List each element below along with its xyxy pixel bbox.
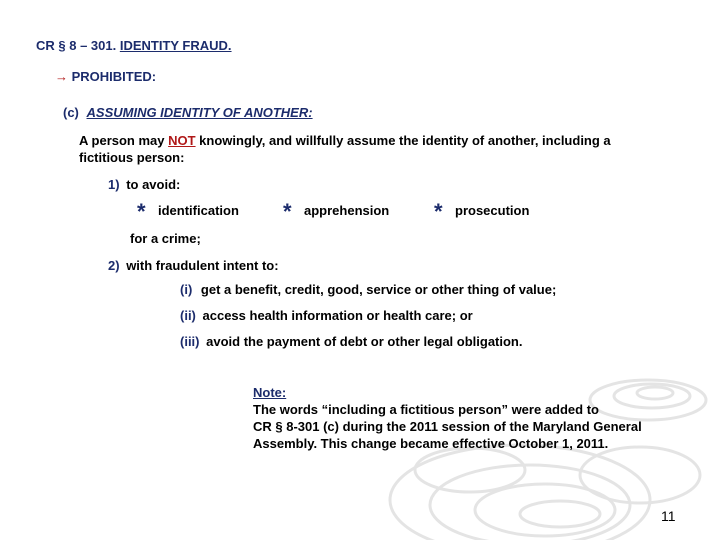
note-heading: Note:: [253, 385, 287, 400]
prohibited-heading: [55, 69, 156, 84]
subitem-i-text: get a benefit, credit, good, service or other thing of value;: [200, 282, 557, 297]
subitem-i-numeral: (i): [180, 282, 193, 297]
note-line-2: CR § 8-301 (c) during the 2011 session of the Maryland General: [253, 419, 642, 434]
bullet-prosecution: prosecution: [455, 203, 530, 218]
subitem-ii-numeral: (ii): [180, 308, 196, 323]
intro-part2: knowingly, and willfully assume the identity of another, including a: [195, 133, 611, 148]
bullet-identification: identification: [158, 203, 239, 218]
intro-line-2: fictitious person:: [79, 150, 185, 165]
arrow-icon: →: [55, 69, 68, 84]
section-citation: CR § 8 – 301.: [36, 38, 120, 53]
page-number: 11: [661, 508, 676, 524]
note-line-1: The words “including a fictitious person” were added to: [253, 402, 599, 417]
item-1-tail: for a crime;: [130, 231, 201, 246]
intro-line-1: [79, 133, 611, 148]
item-2-number: 2): [108, 258, 120, 273]
subitem-ii: [180, 308, 473, 323]
subitem-iii-text: avoid the payment of debt or other legal obligation.: [206, 334, 523, 349]
note-line-3: Assembly. This change became effective October 1, 2011.: [253, 436, 609, 451]
intro-not: NOT: [168, 133, 196, 148]
subitem-ii-text: access health information or health care; or: [202, 308, 473, 323]
subitem-i: [180, 282, 556, 297]
item-1-number: 1): [108, 177, 120, 192]
prohibited-label: PROHIBITED:: [71, 69, 157, 84]
asterisk-icon: *: [283, 199, 292, 224]
bullet-apprehension: apprehension: [304, 203, 390, 218]
subsection-letter: (c): [63, 105, 79, 120]
subsection-title: ASSUMING IDENTITY OF ANOTHER:: [86, 105, 313, 120]
subsection-heading: [63, 105, 313, 120]
subitem-iii-numeral: (iii): [180, 334, 200, 349]
item-1-label: to avoid:: [126, 177, 181, 192]
subitem-iii: [180, 334, 522, 349]
section-title: IDENTITY FRAUD.: [119, 38, 232, 53]
intro-part1: A person may: [79, 133, 169, 148]
asterisk-icon: *: [434, 199, 443, 224]
asterisk-icon: *: [137, 199, 146, 224]
section-heading: [36, 38, 232, 53]
item-2: [108, 258, 279, 273]
item-1: [108, 177, 180, 192]
item-2-label: with fraudulent intent to:: [126, 258, 279, 273]
